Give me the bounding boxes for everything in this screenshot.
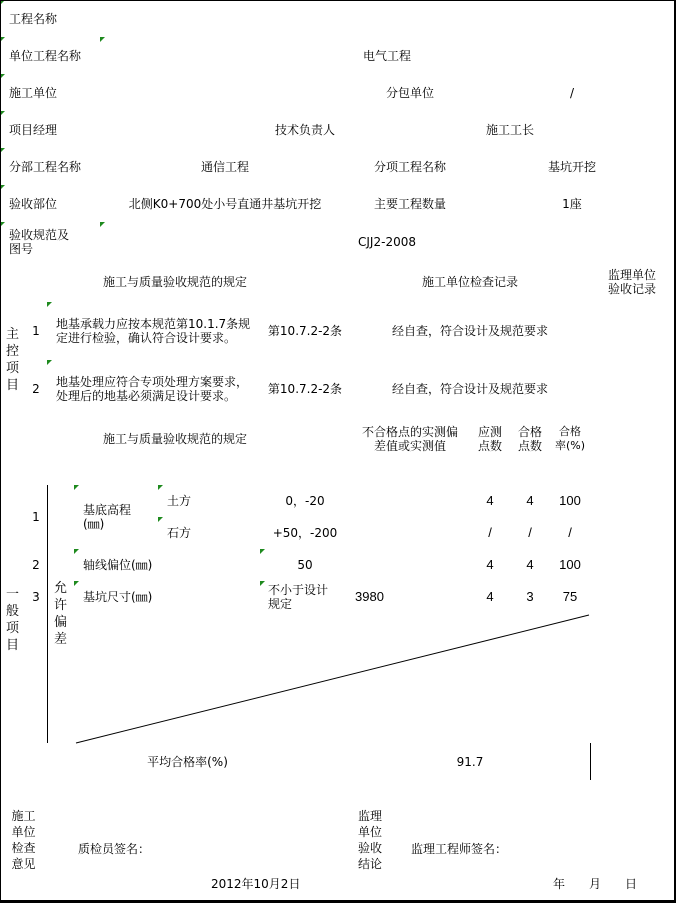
pass-rate-cell[interactable]: 100 xyxy=(550,485,591,518)
main-item-no: 2 xyxy=(25,360,48,419)
tolerance-label: 允许偏差 xyxy=(47,485,75,744)
foreman-value[interactable] xyxy=(550,111,675,149)
measured-cell[interactable] xyxy=(350,691,391,718)
location-label: 验收部位 xyxy=(0,185,101,223)
pm-label: 项目经理 xyxy=(0,111,101,149)
should-points-cell[interactable] xyxy=(470,665,511,692)
empty-allow xyxy=(260,613,351,640)
general-blank-measured xyxy=(350,459,591,486)
should-points-cell[interactable] xyxy=(470,691,511,718)
empty-allow xyxy=(260,639,351,666)
empty-name xyxy=(74,691,261,718)
measured-header: 不合格点的实测偏差值或实测值 xyxy=(350,418,471,460)
general-item-sub: 土方 xyxy=(158,485,261,518)
should-points-cell[interactable]: 4 xyxy=(470,549,511,582)
unit-project-value[interactable]: 电气工程 xyxy=(100,37,675,75)
general-group-label: 一般项目 xyxy=(0,459,26,781)
main-section-header: 施工与质量验收规范的规定 xyxy=(0,262,351,303)
pm-value[interactable] xyxy=(100,111,261,149)
pass-rate-cell[interactable]: 100 xyxy=(550,549,591,582)
spec-value[interactable]: CJJ2-2008 xyxy=(100,222,675,263)
measured-cell[interactable] xyxy=(430,613,471,640)
pass-points-cell[interactable]: / xyxy=(510,517,551,550)
pass-rate-header: 合格率(%) xyxy=(550,418,591,460)
main-item-clause: 第10.7.2-2条 xyxy=(260,360,351,419)
measured-cell[interactable]: 3980 xyxy=(350,581,391,614)
empty-name xyxy=(74,639,261,666)
subcontract-label: 分包单位 xyxy=(350,74,471,112)
empty-no xyxy=(25,691,48,718)
main-control-group-label: 主控项目 xyxy=(0,302,26,419)
pass-points-header: 合格点数 xyxy=(510,418,551,460)
general-item-allow: +50，-200 xyxy=(260,517,351,550)
should-points-cell[interactable]: 4 xyxy=(470,485,511,518)
measured-cell[interactable] xyxy=(390,485,431,518)
should-points-cell[interactable] xyxy=(470,613,511,640)
should-points-cell[interactable]: / xyxy=(470,517,511,550)
general-section-header: 施工与质量验收规范的规定 xyxy=(0,418,351,460)
main-supervisor-record[interactable] xyxy=(590,302,675,419)
division-label: 分部工程名称 xyxy=(0,148,101,186)
measured-cell[interactable] xyxy=(430,485,471,518)
measured-cell[interactable] xyxy=(350,517,391,550)
general-item-allow: 0，-20 xyxy=(260,485,351,518)
pass-rate-cell[interactable] xyxy=(550,665,591,692)
main-item-clause: 第10.7.2-2条 xyxy=(260,302,351,361)
main-item-desc: 地基处理应符合专项处理方案要求，处理后的地基必须满足设计要求。 xyxy=(47,360,261,419)
quantity-value[interactable]: 1座 xyxy=(470,185,675,223)
pass-points-cell[interactable] xyxy=(510,691,551,718)
general-blank-no xyxy=(25,459,48,486)
measured-cell[interactable] xyxy=(430,639,471,666)
supervisor-conclusion-area[interactable] xyxy=(390,780,675,901)
measured-cell[interactable] xyxy=(390,517,431,550)
measured-cell[interactable] xyxy=(430,581,471,614)
measured-cell[interactable] xyxy=(430,517,471,550)
pass-points-cell[interactable] xyxy=(510,639,551,666)
empty-name xyxy=(74,665,261,692)
engineer-sign-label: 监理工程师签名： xyxy=(411,842,508,856)
pass-rate-cell[interactable] xyxy=(550,613,591,640)
check-record-header: 施工单位检查记录 xyxy=(350,262,591,303)
measured-cell[interactable] xyxy=(350,613,391,640)
quantity-label: 主要工程数量 xyxy=(350,185,471,223)
supervisor-record-header: 监理单位验收记录 xyxy=(590,262,675,303)
should-points-cell[interactable]: 4 xyxy=(470,581,511,614)
subitem-value[interactable]: 基坑开挖 xyxy=(470,148,675,186)
pass-points-cell[interactable] xyxy=(510,613,551,640)
division-value[interactable]: 通信工程 xyxy=(100,148,351,186)
general-item-name: 基底高程(㎜) xyxy=(74,485,159,550)
pass-points-cell[interactable]: 3 xyxy=(510,581,551,614)
measured-cell[interactable] xyxy=(430,665,471,692)
main-item-record[interactable]: 经自查，符合设计及规范要求 xyxy=(350,302,591,361)
measured-cell[interactable] xyxy=(390,665,431,692)
project-name-value[interactable] xyxy=(100,0,675,38)
general-supervisor-record[interactable] xyxy=(590,418,675,781)
measured-cell[interactable] xyxy=(390,549,431,582)
subitem-label: 分项工程名称 xyxy=(350,148,471,186)
spec-label: 验收规范及图号 xyxy=(0,222,101,263)
general-item-no: 2 xyxy=(25,549,48,582)
general-item-no: 3 xyxy=(25,581,48,614)
general-item-no: 1 xyxy=(25,485,48,550)
empty-no xyxy=(25,639,48,666)
empty-no xyxy=(25,665,48,692)
supervisor-conclusion-label: 监理单位验收结论 xyxy=(350,780,391,901)
should-points-cell[interactable] xyxy=(470,639,511,666)
measured-cell[interactable] xyxy=(390,581,431,614)
pass-rate-cell[interactable] xyxy=(550,691,591,718)
measured-cell[interactable] xyxy=(350,665,391,692)
pass-rate-cell[interactable]: / xyxy=(550,517,591,550)
contractor-date: 2012年10月2日 xyxy=(211,877,301,891)
main-item-no: 1 xyxy=(25,302,48,361)
empty-allow xyxy=(260,691,351,718)
pass-rate-cell[interactable] xyxy=(550,639,591,666)
construction-unit-label: 施工单位 xyxy=(0,74,101,112)
unit-project-label: 单位工程名称 xyxy=(0,37,101,75)
location-value[interactable]: 北侧K0+700处小号直通井基坑开挖 xyxy=(100,185,351,223)
measured-cell[interactable] xyxy=(350,549,391,582)
general-item-name: 基坑尺寸(㎜) xyxy=(74,581,261,614)
pass-points-cell[interactable] xyxy=(510,665,551,692)
pass-points-cell[interactable]: 4 xyxy=(510,549,551,582)
should-points-header: 应测点数 xyxy=(470,418,511,460)
measured-cell[interactable] xyxy=(350,639,391,666)
general-blank-allow xyxy=(260,459,351,486)
foreman-label: 施工工长 xyxy=(470,111,551,149)
measured-cell[interactable] xyxy=(390,639,431,666)
measured-cell[interactable] xyxy=(430,691,471,718)
general-blank-desc xyxy=(47,459,261,486)
tech-lead-value[interactable] xyxy=(350,111,471,149)
measured-cell[interactable] xyxy=(430,549,471,582)
general-item-name: 轴线偏位(㎜) xyxy=(74,549,261,582)
general-item-sub: 石方 xyxy=(158,517,261,550)
main-item-desc: 地基承载力应按本规范第10.1.7条规定进行检验，确认符合设计要求。 xyxy=(47,302,261,361)
contractor-opinion-label: 施工单位检查意见 xyxy=(0,780,48,901)
empty-name xyxy=(74,613,261,640)
empty-allow xyxy=(260,665,351,692)
avg-label: 平均合格率(%) xyxy=(25,743,351,781)
inspector-sign-label: 质检员签名： xyxy=(78,842,151,856)
general-item-allow: 不小于设计规定 xyxy=(260,581,351,614)
contractor-opinion-area[interactable] xyxy=(47,780,351,901)
tech-lead-label: 技术负责人 xyxy=(260,111,351,149)
supervisor-date: 年 月 日 xyxy=(553,877,638,891)
empty-no xyxy=(25,613,48,640)
pass-rate-cell[interactable]: 75 xyxy=(550,581,591,614)
general-item-allow: 50 xyxy=(260,549,351,582)
project-name-label: 工程名称 xyxy=(0,0,101,38)
measured-cell[interactable] xyxy=(350,485,391,518)
avg-value: 91.7 xyxy=(350,743,591,781)
subcontract-value[interactable]: / xyxy=(470,74,675,112)
measured-cell[interactable] xyxy=(390,613,431,640)
main-item-record[interactable]: 经自查，符合设计及规范要求 xyxy=(350,360,591,419)
pass-points-cell[interactable]: 4 xyxy=(510,485,551,518)
measured-cell[interactable] xyxy=(390,691,431,718)
construction-unit-value[interactable] xyxy=(100,74,351,112)
